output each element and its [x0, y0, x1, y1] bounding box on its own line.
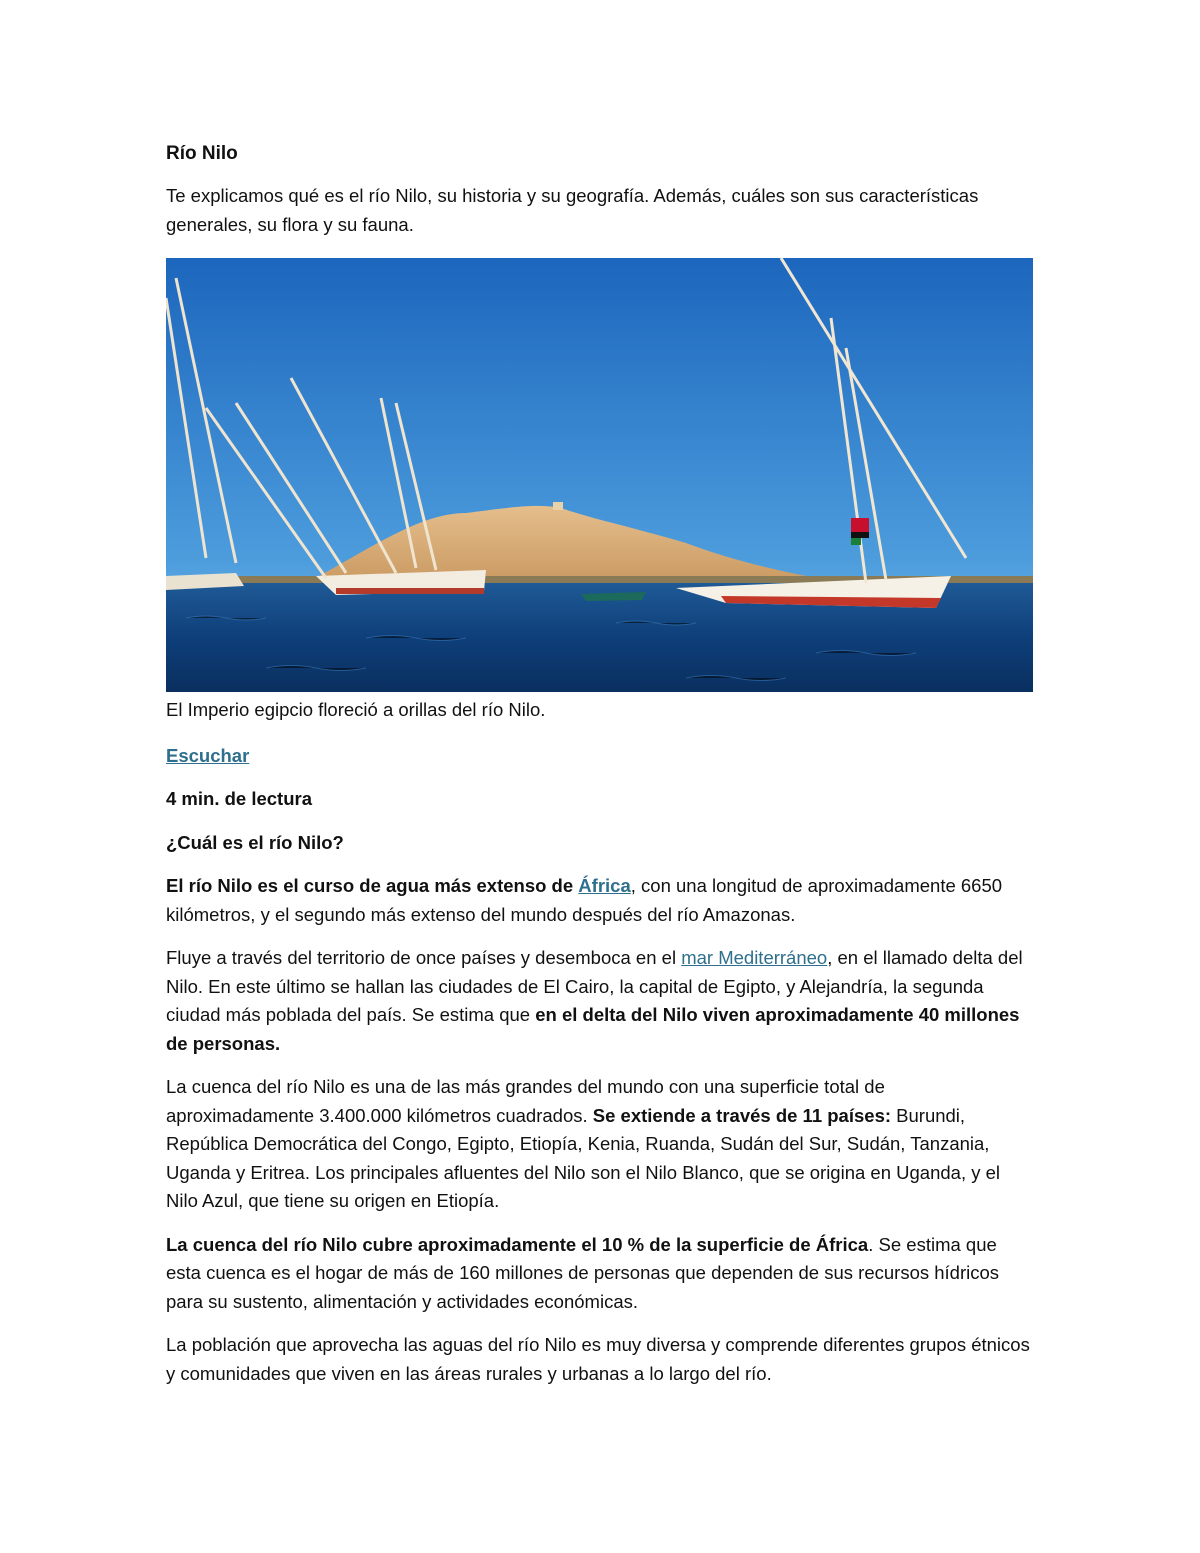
intro-paragraph: Te explicamos qué es el río Nilo, su historia y su geografía. Además, cuáles son sus características generales, su flora y su fauna. [166, 185, 979, 235]
p3-bold-mid: Se extiende a través de 11 países: [592, 1104, 892, 1126]
p2-text-b: , en el llamado delta del Nilo. En este último se hallan las ciudades de El Cairo, la capital de Egipto, y Alejandría, la segunda ciudad más poblada del país. Se estima que [166, 947, 1023, 1025]
hilltop-building [553, 502, 563, 510]
paragraph-2 [166, 944, 1036, 1058]
p1-rest: , con una longitud de aproximadamente 6650 kilómetros, y el segundo más extenso del mundo después del río Amazonas. [166, 875, 1003, 925]
p4-bold-lead: La cuenca del río Nilo cubre aproximadamente el 10 % de la superficie de África [166, 1233, 869, 1255]
document-page [166, 140, 1036, 1403]
p2-bold-end: en el delta del Nilo viven aproximadamente 40 millones de personas. [166, 1004, 1020, 1054]
nile-feluccas-photo [166, 258, 1033, 692]
mediterranean-link[interactable]: mar Mediterráneo [681, 947, 828, 968]
p3-text-b: Burundi, República Democrática del Congo, Egipto, Etiopía, Kenia, Ruanda, Sudán del Sur, Sudán, Tanzania, Uganda y Eritrea. Los principales afluentes del Nilo son el Nilo Blanco, que se origina en Uganda, y el Nilo Azul, que tiene su origen en Etiopía. [166, 1104, 1001, 1211]
p3-text-a: La cuenca del río Nilo es una de las más grandes del mundo con una superficie total de aproximadamente 3.400.000 kilómetros cuadrados. [166, 1076, 885, 1126]
paragraph-1 [166, 872, 1036, 929]
p1-bold-lead: El río Nilo es el curso de agua más extenso de [166, 875, 579, 896]
p4-text: . Se estima que esta cuenca es el hogar de más de 160 millones de personas que dependen de sus recursos hídricos para su sustento, alimentación y actividades económicas. [166, 1233, 1000, 1312]
page-title: Río Nilo [166, 143, 238, 164]
paragraph-4 [166, 1231, 1036, 1317]
flag [851, 518, 869, 532]
africa-link[interactable]: África [578, 875, 631, 896]
figure-caption: El Imperio egipcio floreció a orillas del río Nilo. [166, 699, 546, 720]
photo-illustration [166, 258, 1033, 692]
paragraph-3 [166, 1073, 1036, 1216]
listen-link[interactable]: Escuchar [166, 744, 250, 766]
reading-time: 4 min. de lectura [166, 788, 312, 809]
listen-paragraph [166, 742, 1036, 771]
paragraph-5: La población que aprovecha las aguas del río Nilo es muy diversa y comprende diferentes grupos étnicos y comunidades que viven en las áreas rurales y urbanas a lo largo del río. [166, 1334, 1030, 1384]
section-heading: ¿Cuál es el río Nilo? [166, 831, 344, 853]
p2-text-a: Fluye a través del territorio de once países y desemboca en el [166, 947, 682, 968]
